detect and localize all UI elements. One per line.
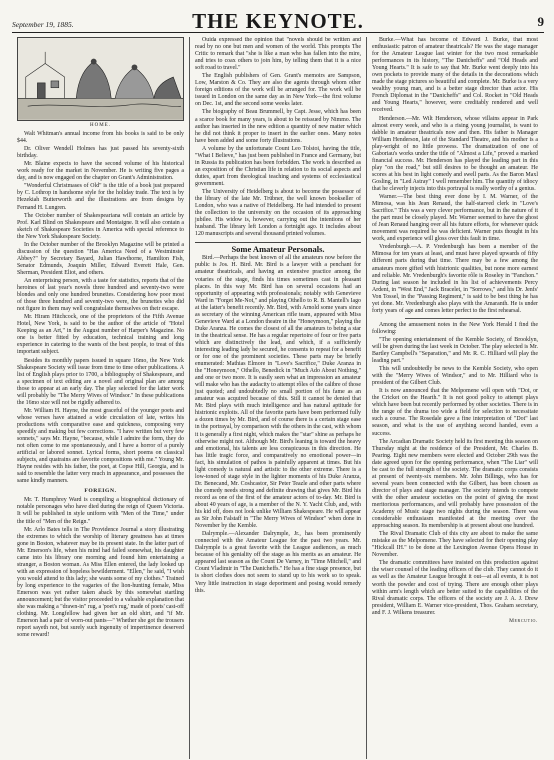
news-paragraph: An enterprising person, with a taste for statistics, reports that of the heroines of last year's novels three hundred and seventy-two were blondes and only one hundred brunettes. Considering how poor most of those three hundred and seventy-two were, the brunettes who did not figure in them may well congratulate themselves on their escape. [17, 277, 184, 313]
personal-paragraph: Vredenburgh.—A. P. Vredenburgh has been a member of the Mimosa for ten years at least, and must have played upwards of fifty different parts during that time. There may be a few among the amateurs more gifted with histrionic qualities, but none more earnest and reliable. Mr. Vredenburgh's favorite rôle is Roseley in "Fanchon." During last season he included in his list of achievements Percy Ardent, in "West End," Jack Bracelet, in "Sorrows," and his Dr. Jenfs' Von Tossel, in the "Passing Regiment," is said to be best thing he has yet done. Mr. Vredenburgh also plays with the Amaranth. He is under forty years of age and comes letter perfect to the first rehearsal. [372, 244, 538, 314]
news-paragraph: The University of Heidelberg is about to become the possessor of the library of the late Mr. Trübner, the well known bookseller of London, who was a native of Heidelberg. He had intended to present the collection to the university on the occasion of its approaching jubilee. His widow is, however, carrying out the intentions of her husband. The library left London a fortnight ago. It includes about 120 manuscripts and several thousand printed volumes. [195, 188, 361, 238]
column-2 [189, 37, 366, 759]
foreign-news-items [17, 497, 184, 639]
note-paragraph: The Rival Dramatic Club of this city are about to make the same mistake as the Melpomene. They have selected for their opening play "Hickcall IH." to be done at the Lexington Avenue Opera House in November. [372, 531, 538, 559]
foreign-heading: FOREIGN. [84, 488, 117, 495]
news-paragraph: "Wonderful Christmases of Old" is the title of a book just prepared by C. Lothrop in handsome style for the holiday trade. The text is by Hezekiah Butterworth and the illustrations are from designs by Fernand H. Lungren. [17, 183, 184, 211]
news-paragraph: Walt Whitman's annual income from his books is said to be only $44. [17, 131, 184, 145]
news-paragraph: The biography of Beau Brummell, by Capt. Jesse, which has been a scarce book for many years, is about to be reissued by Nimmo. The author has inserted in the new edition a quantity of new matter which he did not think it proper to insert in the earlier ones. Many notes have been added and some forty illustrations. [195, 109, 361, 144]
columns [12, 37, 544, 759]
news-paragraph: Mr. William H. Hayne, the most graceful of the younger poets and whose verses have attained a wide circulation of late, writes his productions with comparative ease and quickness, composing very speedily and making but few corrections. "I have written but very few sonnets," says Mr. Hayne, "because, while I admire the form, they do not often come to me spontaneously, and I have a horror of a purely artificial or labored sonnet. Lyrical forms, short poems on classical subjects, and quatrains are favorite compositions with me." Young Mr. Hayne resides with his father, the poet, at Copse Hill, Georgia, and is said to resemble the latter very much in appearance, and possesses the same kindly manners. [17, 407, 184, 485]
divider [405, 318, 505, 319]
newspaper-title: THE KEYNOTE. [192, 9, 364, 33]
news-paragraph: In the October number of the Brooklyn Magazine will be printed a discussion of the question "Has America Need of a Westminster Abbey?" by Secretary Bayard, Julian Hawthorne, Hamilton Fish, Senator Edmunds, Joaquin Miller, Edward Everett Hale, Gen. Sherman, President Eliot, and others. [17, 241, 184, 276]
amusement-notes [372, 337, 538, 617]
news-paragraph: The October number of Shakespeariana will contain an article by Prof. Karl Blind on Shakespeare and Montaigne. It will also contain a sketch of Shakespeare Societies in America with special reference to the New York Shakespeare Society. [17, 212, 184, 240]
col1-news-items [17, 131, 184, 485]
personal-paragraph: Dalrymple.—Alexander Dalrymple, Jr., has been prominently connected with the Amateur League for the past two years. Mr. Dalrymple is a great favorite with the League audiences, as much because of his geniality off the stage as his merits as an amateur. He appeared last season as the Count De Varney, in "Time Mitchell," and Count Vladimir in "The Danicheffs." He has a fine stage presence, but is short clothes does not seem to stand up to his work so to speak. Very little instruction in stage deportment and posing would remedy this. [195, 531, 361, 594]
foreign-paragraph: Mr. T. Humphrey Ward is compiling a biographical dictionary of notable personages who have died during the reign of Queen Victoria. It will be published in style uniform with "Men of the Time," under the title of "Men of the Reign." [17, 497, 184, 525]
news-paragraph: Dr. Oliver Wendell Holmes has just passed his seventy-sixth birthday. [17, 146, 184, 160]
signature: Mercutio. [509, 617, 538, 624]
home-illustration [17, 37, 184, 121]
personal-paragraph: Bird.—Perhaps the best known of all the amateurs now before the public is Jos. H. Bird. Mr. Bird is a lawyer with a penchant for amateur theatricals, and having an extensive practice among the votaries of the stage, finds his times sometimes cast in pleasant places. In this way Mr. Bird has on several occasions had an opportunity of appearing with professionals; notably with Genevieve Ward in "Forget Me-Not," and playing Othello to R. B. Mantell's Iago at the latter's benefit recently. Mr. Bird, with Arnold some years since as secretary of the winning American rifle team, appeared with Miss Genevieve Ward at a London theatre in the "Honeymoon," playing the Duke Aranza. He comes the closest of all the amateurs to being a star in the theatrical sense. He has a regular repertoire of four or five parts which are distinctively the lead, and which, if a sufficiently interesting leading lady be secured, he consents to repeat for a benefit or for one of the prominent societies. These parts may be briefly enumerated: Mathias Elmore in "Love's Sacrifice," Duke Aranza in the "Honeymoon," Othello, Benedick in "Much Ado About Nothing," and one or two more. It is easily seen what an impression an amateur will make who has the audacity to attempt rôles of the calibre of those just quoted; and undoubtedly no small portion of his fame as an amateur was acquired because of this. Still it cannot be denied that Mr. Bird plays with much intelligence and has natural aptitude for histrionic exploits. All of the favorite parts have been performed fully a dozen times by Mr. Bird, and of course there is a certain stage ease in the portrayal, by comparison with the others in the cast, with whom it is generally a first night, which makes the "star" shine as perhaps he otherwise might not. Although Mr. Bird's leaning is toward the heavy and emotional, his talents are less conspicuous in this direction. He has little tragic force, and comparatively no emotional power—in fact, his simulation of pathos is painfully apparent at times. But his light comedy is natural and artistic to the other extreme. There is a low-toned of stage style in the lighter moments of his Duke Aranza, Dr. Benecand, Mr. Coshcastor, Sir Peter Teazle and other parts where the comedy needs strong and definite drawing that gives Mr. Bird his record as one of the first of the amateur actors of to-day. Mr. Bird is about 40 years of age, is a member of the N. Y. Yacht Club, and, with his kid off, does not look unlike William Shakespeare. He will appear as Sir John Falstaff in "The Merry Wives of Windsor" when done in November by the Kemble. [195, 255, 361, 530]
personal-paragraph: Henderson.—Mr. Wilt Henderson, whose villains appear in Park almost every week, and who is a rising young journalist, is want to dabble in amateur theatricals now and then. His father is Manager William Henderson, late of the Standard Theatre, and his mother is a play-wright of no little prowess. The dramatization of one of Gaboriau's works under the title of "Almost a Life," proved a marked financial success. Mr. Henderson has played the leading part in this play "on the road," but still desires to be thought an amateur. He scores at his best in light comedy and swell parts. As the Baron Maxl Gosling, in "Led Astray" I well remember him. The quantity of idiocy that he cleverly injects into this portrayal is really worthy of a genius. [372, 115, 538, 192]
news-paragraph: Mr. Hiram Hitchcock, one of the proprietors of the Fifth Avenue Hotel, New York, is said to be the author of the article of "Hotel Keeping as an Art," in the August number of Harper's Magazine. No one is better fitted by education, technical training and long experience in catering to the wants of the best people, to treat of this important subject. [17, 314, 184, 356]
foreign-paragraph: Mr. Arlo Bates tells in The Providence Journal a story illustrating the extremes to which the worship of literary greatness has at times gone in Boston, whatever may be its present state. In the latter part of Mr. Emerson's life, when his mind had failed somewhat, his daughter came into his library one morning and found him entertaining a stranger, a Boston woman. As Miss Ellen entered, the lady looked up with an expression of hopeless bewilderment. "Ellen," he said, "I wish you would attend to this lady; she wants some of my clothes." Trained by long experience to the vagaries of the lion-hunting female, Miss Emerson was yet rather taken aback by this somewhat startling announcement; but the visitor proceeded to a valuable explanation that she was making a "drawn-in" rug, a 'poet's rug,' made of poets' cast-off clothing. Mr. Longfellow had given her an old shirt, and "if Mr. Emerson had a pair of worn-out pants—" Whether she got the trousers report sayeth not, but surely such ingenuity of impertinence deserved some reward! [17, 526, 184, 639]
news-paragraph: Mr. Blaine expects to have the second volume of his historical work ready for the market in November. He is writing five pages a day, and is now engaged on the chapter on Grant's Administration. [17, 161, 184, 182]
news-paragraph: A volume by the unfortunate Count Leo Tolstoi, having the title, "What I Believe," has just been published in France and Germany, but in Russia its publication has been forbidden. The work is described as an exposition of the Christian life in relation to its social aspects and duties, apart from theological teaching and systems of ecclesiastical government. [195, 145, 361, 187]
note-paragraph: It is now announced that the Melpomene will open with "Dot, or the Cricket on the Hearth." It is not good policy to attempt plays which have been but recently performed by other societies. There is in the range of the drama too wide a field for selection to necessitate such a course. The Rosedale gave a fine interpretation of "Dot" last season, and what is the use of anything second handed, even a success. [372, 388, 538, 437]
note-paragraph: The Arcadian Dramatic Society held its first meeting this season on Thursday night at the residence of the President, Mr. Charles B. Pearing. Eight new members were elected and October 29th was the date agreed upon for the opening performance, when "The Liar" will be cast to the full strength of the society. The dramatic corps consists at present of twenty-six members. Mr. John Billings, who has for several years been connected with the Gilbert, has been chosen as director of plays and stage manager. The society intends to compete with the other amateur societies on the point of giving the most meritorious performances, and will probably have possession of the Academy of Music stage two nights during the season. There was considerable enthusiasm manifested at the meeting over the approaching season. Its membership is at present about one hundred. [372, 438, 539, 530]
note-paragraph: The dramatic committees have insisted on this production against the wiser counsel of the leading officers of the club. They cannot do it as well as the Amateur League brought it out—at all events, it is not worth the powder and cost of trying. There are enough other plays within arm's length which are better suited to the capabilities of the Rival dramatic corps. The officers of the society are J. A. J. Drew president, William E. Warner vice-president, Thos. Graham secretary, and F. J. Wilkens treasurer. [372, 560, 538, 616]
herald-intro: Among the amusement notes in the New York Herald I find the following: [372, 321, 538, 335]
amateur-personals-items [195, 255, 361, 594]
column-1 [12, 37, 189, 759]
issue-date: September 19, 1885. [12, 20, 74, 29]
illustration-caption: HOME. [90, 123, 111, 128]
column-3 [366, 37, 543, 759]
col3-personals-items [372, 37, 538, 315]
personal-paragraph: Warner.—The best thing ever done by I. M. Warner, of the Mimosa, was his Jean Renaud, the half-starved clerk in "Love's Sacrifice." This was a very clever performance, but in the nature of it the part must be closely played. Mr. Warner seemed to have the ghost of Jean Renaud hanging over all his future efforts, for whenever quick movement was required he was deficient. Warner puts thought in his work, and experience will gloss over this fault in time. [372, 194, 538, 243]
masthead [12, 6, 544, 33]
news-paragraph: Besides its monthly papers issued in square 16mo, the New York Shakespeare Society will issue from time to time other publications. A list of English plays prior to 1700, a bibliography of Shakespeare, and a specimen of text editing are a novel and original plan are among those to appear at an early day. The play selected for the latter work will probably be "The Merry Wives of Windsor." In these publications the 16mo size will not be rigidly adhered to. [17, 357, 184, 406]
section-title-amateur-personals: Some Amateur Personals. [195, 242, 361, 253]
page-number: 9 [537, 14, 544, 29]
news-paragraph: Ouida expressed the opinion that "novels should be written and read by no one but men and women of the world. This prompts The Critic to remark that "she is like a man who has fallen into the mire, and tries to coax others to join him, by telling them that it is a nice soft road to travel." [195, 37, 361, 72]
note-paragraph: This will undoubtedly be news to the Kemble Society, who open with the "Merry Wives of Windsor," and to Mr. Hilliard who is president of the Gilbert Club. [372, 366, 538, 387]
note-paragraph: "The opening entertainment of the Kemble Society, of Brooklyn, will be given during the last week in October. The play selected is Mr. Bartley Campbell's "Separation," and Mr. R. C. Hilliard will play the leading part." [372, 336, 538, 365]
col2-news-items [195, 37, 361, 238]
personal-paragraph: Burke.—What has become of Edward J. Burke, that most enthusiastic patron of amateur theatricals? He was the stage manager for the Amateur League last winter for the two most remarkable performances in its history, "The Danicheffs" and "Old Heads and Young Hearts." It is safe to say that Mr. Burke went deeply into his own pockets to provide many of the details in the decorations which made the stage pictures so beautiful and complete. Mr. Burke is a very wealthy young man, and is a better stage director than actor. His French Diplomat in the "Danicheffs" and Col. Rocket in "Old Heads and Young Hearts," however, were creditably rendered and well received. [372, 37, 538, 114]
news-paragraph: The English publishers of Gen. Grant's memoirs are Sampson, Low, Marston & Co. They are also the agents through whom other foreign editions of the work will be arranged for. The work will be issued in London on the same day as in New York—the first volume on Dec. 1st, and the second some weeks later. [195, 73, 361, 108]
